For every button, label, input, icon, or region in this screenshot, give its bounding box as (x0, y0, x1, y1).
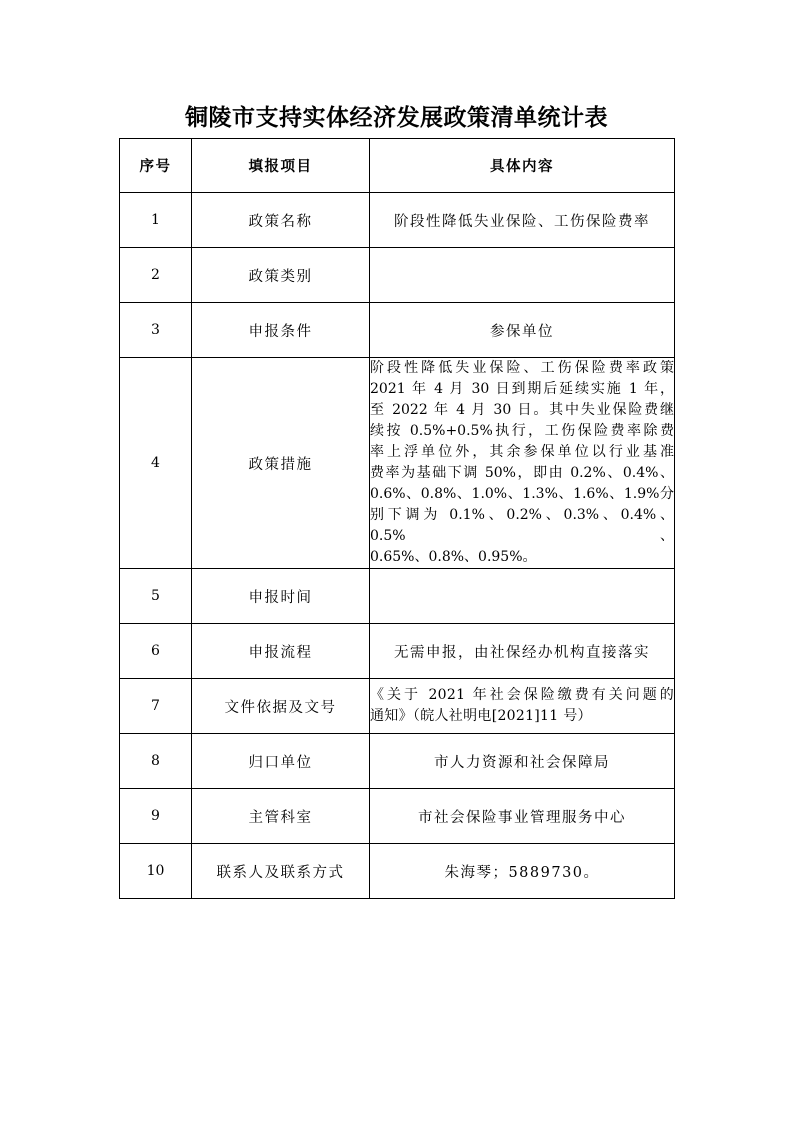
table-row (120, 569, 675, 624)
header-no: 序号 (120, 139, 192, 193)
content-line: 阶段性降低失业保险、工伤保险费率政策 (370, 360, 674, 376)
row-content (370, 679, 675, 734)
row-number: 5 (120, 569, 192, 624)
content-line: 别下调为 0.1%、0.2%、0.3%、0.4%、0.5%、 (370, 507, 674, 544)
row-item: 归口单位 (192, 734, 370, 789)
table-row (120, 193, 675, 248)
row-item: 政策类别 (192, 248, 370, 303)
content-line: 费率为基础下调 50%，即由 0.2%、0.4%、 (370, 465, 674, 481)
content-line: 通知》（皖人社明电[2021]11 号） (370, 708, 592, 724)
content-line: 率上浮单位外，其余参保单位以行业基准 (370, 444, 674, 460)
content-line: 2021 年 4 月 30 日到期后延续实施 1 年， (370, 381, 674, 397)
table-row (120, 679, 675, 734)
header-content: 具体内容 (370, 139, 675, 193)
row-item: 政策措施 (192, 358, 370, 569)
row-content (370, 569, 675, 624)
table-row (120, 248, 675, 303)
row-number: 6 (120, 624, 192, 679)
table-row (120, 358, 675, 569)
row-content: 参保单位 (370, 303, 675, 358)
content-line: 续按 0.5%+0.5%执行，工伤保险费率除费 (370, 423, 674, 439)
row-content: 无需申报，由社保经办机构直接落实 (370, 624, 675, 679)
row-item: 联系人及联系方式 (192, 844, 370, 899)
row-number: 7 (120, 679, 192, 734)
row-number: 8 (120, 734, 192, 789)
content-line: 0.65%、0.8%、0.95%。 (370, 549, 537, 565)
row-item: 申报条件 (192, 303, 370, 358)
table-header-row (120, 139, 675, 193)
row-content: 市人力资源和社会保障局 (370, 734, 675, 789)
content-line: 《关于 2021 年社会保险缴费有关问题的 (370, 687, 674, 703)
row-item: 文件依据及文号 (192, 679, 370, 734)
row-number: 3 (120, 303, 192, 358)
table-row (120, 789, 675, 844)
content-line: 0.6%、0.8%、1.0%、1.3%、1.6%、1.9%分 (370, 486, 674, 502)
row-item: 政策名称 (192, 193, 370, 248)
row-number: 2 (120, 248, 192, 303)
table-row (120, 734, 675, 789)
row-number: 4 (120, 358, 192, 569)
header-item: 填报项目 (192, 139, 370, 193)
row-content: 朱海琴；5889730。 (370, 844, 675, 899)
policy-table (119, 138, 675, 899)
row-content (370, 248, 675, 303)
row-content: 阶段性降低失业保险、工伤保险费率 (370, 193, 675, 248)
table-row (120, 844, 675, 899)
table-row (120, 624, 675, 679)
row-item: 申报时间 (192, 569, 370, 624)
row-item: 申报流程 (192, 624, 370, 679)
row-content (370, 358, 675, 569)
row-item: 主管科室 (192, 789, 370, 844)
row-number: 9 (120, 789, 192, 844)
row-number: 10 (120, 844, 192, 899)
table-row (120, 303, 675, 358)
row-number: 1 (120, 193, 192, 248)
content-line: 至 2022 年 4 月 30 日。其中失业保险费继 (370, 402, 674, 418)
row-content: 市社会保险事业管理服务中心 (370, 789, 675, 844)
document-title: 铜陵市支持实体经济发展政策清单统计表 (185, 104, 608, 131)
